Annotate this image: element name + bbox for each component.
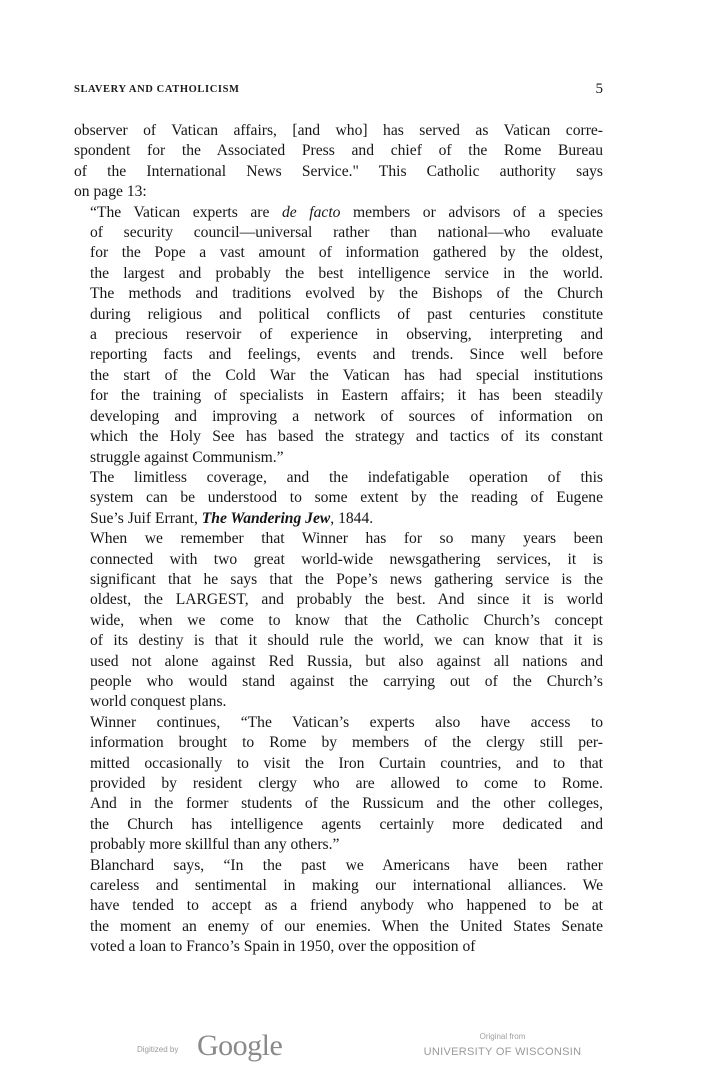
text-line: the moment an enemy of our enemies. When the United States Senate	[90, 917, 603, 935]
paragraph	[74, 529, 603, 713]
paragraph	[74, 121, 603, 203]
text-line: a precious reservoir of experience in observing, interpreting and	[90, 326, 603, 344]
text-line: of the International News Service." This Catholic authority says	[74, 162, 603, 180]
running-head: SLAVERY AND CATHOLICISM	[74, 84, 240, 95]
text-line: on page 13:	[74, 183, 147, 201]
text-line: people who would stand against the carrying out of the Church’s	[90, 672, 603, 690]
text-line: spondent for the Associated Press and chief of the Rome Bureau	[74, 142, 603, 160]
text-line: for the training of specialists in Eastern affairs; it has been steadily	[90, 387, 603, 405]
paragraph	[74, 713, 603, 856]
google-logo: Google	[197, 1029, 283, 1062]
body-text	[74, 121, 603, 958]
text-line: careless and sentimental in making our international alliances. We	[90, 877, 603, 895]
text-line: observer of Vatican affairs, [and who] has served as Vatican corre-	[74, 122, 603, 139]
text-line: “The Vatican experts are de facto members or advisors of a species	[90, 203, 603, 221]
scan-footer	[0, 1026, 711, 1066]
text-line: Blanchard says, “In the past we Americans have been rather	[90, 856, 603, 874]
paragraph	[74, 856, 603, 958]
paragraph	[74, 203, 603, 468]
text-line: have tended to accept as a friend anybody who happened to be at	[90, 897, 603, 915]
text-line: probably more skillful than any others.”	[90, 836, 340, 854]
text-line: the largest and probably the best intelligence service in the world.	[90, 264, 603, 282]
page-header	[74, 81, 603, 99]
text-line: world conquest plans.	[90, 693, 227, 711]
original-from-label: Original from	[479, 1032, 526, 1041]
university-label: UNIVERSITY OF WISCONSIN	[423, 1046, 582, 1058]
page-number: 5	[595, 81, 603, 97]
text-line: during religious and political conflicts of past centuries constitute	[90, 305, 603, 323]
text-line: mitted occasionally to visit the Iron Curtain countries, and to that	[90, 754, 603, 772]
digitized-by-label: Digitized by	[137, 1045, 179, 1054]
text-line: information brought to Rome by members of the clergy still per-	[90, 734, 603, 752]
text-line: The methods and traditions evolved by the Bishops of the Church	[90, 285, 603, 303]
text-line: provided by resident clergy who are allowed to come to Rome.	[90, 775, 603, 792]
text-line: system can be understood to some extent by the reading of Eugene	[90, 489, 603, 507]
text-line: of security council—universal rather than national—who evaluate	[90, 224, 603, 242]
text-line: used not alone against Red Russia, but also against all nations and	[90, 652, 603, 670]
text-line: developing and improving a network of sources of information on	[90, 407, 603, 425]
text-line: The limitless coverage, and the indefatigable operation of this	[90, 468, 603, 486]
text-line: And in the former students of the Russicum and the other colleges,	[90, 795, 603, 813]
text-line: Sue’s Juif Errant, The Wandering Jew, 1844.	[90, 509, 374, 527]
text-line: which the Holy See has based the strategy and tactics of its constant	[90, 428, 603, 446]
text-line: for the Pope a vast amount of information gathered by the oldest,	[90, 244, 603, 262]
text-line: oldest, the LARGEST, and probably the best. And since it is world	[90, 591, 603, 609]
text-line: Winner continues, “The Vatican’s experts also have access to	[90, 713, 603, 731]
text-line: struggle against Communism.”	[90, 448, 284, 466]
text-line: reporting facts and feelings, events and trends. Since well before	[90, 346, 603, 364]
text-line: voted a loan to Franco’s Spain in 1950, over the opposition of	[90, 938, 476, 956]
text-line: the start of the Cold War the Vatican has had special institutions	[90, 366, 603, 384]
text-line: When we remember that Winner has for so many years been	[90, 530, 603, 548]
text-line: the Church has intelligence agents certainly more dedicated and	[90, 815, 603, 833]
text-line: wide, when we come to know that the Catholic Church’s concept	[90, 611, 603, 629]
text-line: significant that he says that the Pope’s news gathering service is the	[90, 570, 603, 588]
text-line: of its destiny is that it should rule the world, we can know that it is	[90, 632, 603, 650]
text-line: connected with two great world-wide newsgathering services, it is	[90, 550, 603, 568]
paragraph	[74, 468, 603, 529]
